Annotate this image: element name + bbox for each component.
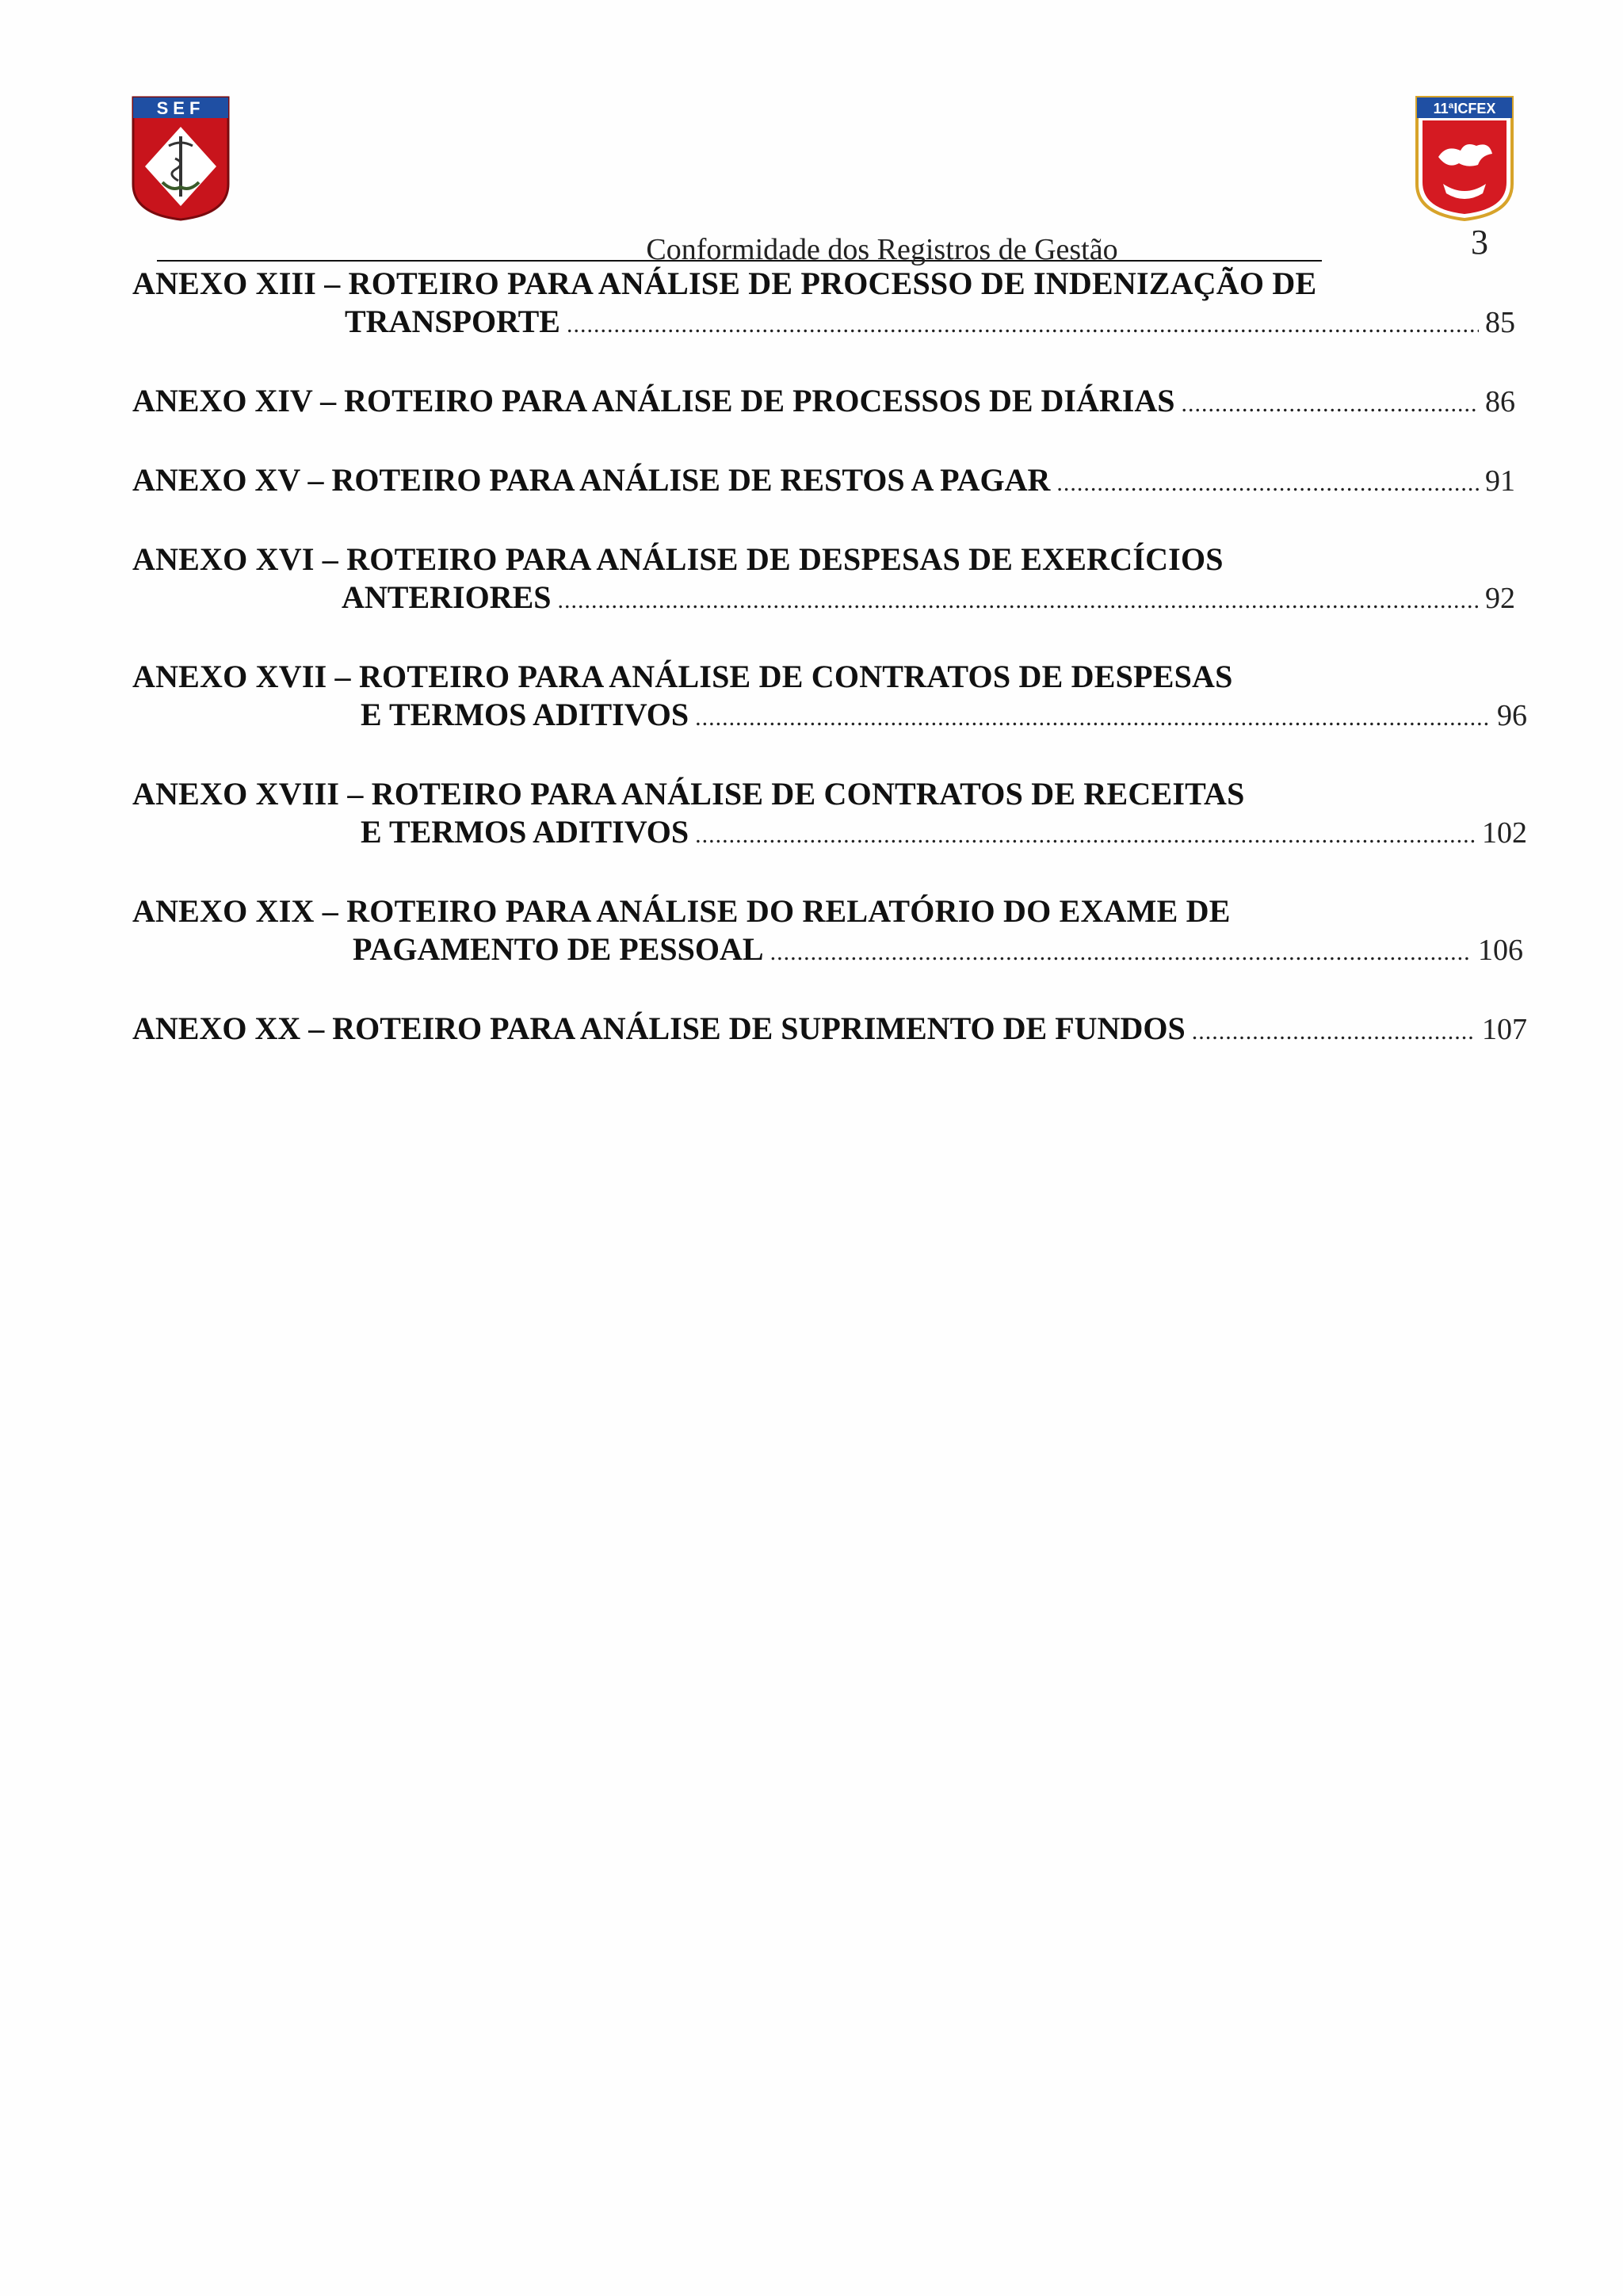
toc-entry-continuation: ANTERIORES — [342, 579, 552, 615]
toc-entry-title: ANEXO XX – ROTEIRO PARA ANÁLISE DE SUPRIMENTO DE FUNDOS — [132, 1010, 1186, 1046]
header-title: Conformidade dos Registros de Gestão — [646, 233, 1118, 266]
sef-logo-text: SEF — [156, 98, 205, 118]
toc-page-number: 96 — [1497, 699, 1527, 732]
toc-entry-continuation: TRANSPORTE — [345, 304, 560, 339]
toc-page-number: 85 — [1485, 306, 1515, 339]
toc-entry-anexo-xiii[interactable] — [132, 265, 1519, 344]
toc-entry-title: ANEXO XIX – ROTEIRO PARA ANÁLISE DO RELATÓRIO DO EXAME DE — [132, 893, 1231, 929]
toc-entry-anexo-xvi[interactable] — [132, 541, 1519, 620]
toc-entry-anexo-xiv[interactable] — [132, 382, 1519, 423]
toc-entry-title: ANEXO XV – ROTEIRO PARA ANÁLISE DE RESTOS A PAGAR — [132, 462, 1051, 498]
header-rule — [157, 230, 1322, 266]
toc-page-number: 106 — [1478, 934, 1523, 967]
toc-entry-title: ANEXO XVII – ROTEIRO PARA ANÁLISE DE CONTRATOS DE DESPESAS — [132, 659, 1233, 694]
toc-leader-dots — [770, 934, 1472, 972]
table-of-contents — [132, 265, 1527, 1089]
toc-entry-anexo-xviii[interactable] — [132, 775, 1527, 854]
sef-logo — [131, 95, 231, 222]
toc-entry-anexo-xx[interactable] — [132, 1010, 1527, 1051]
toc-entry-continuation: E TERMOS ADITIVOS — [361, 814, 689, 850]
icfex-logo — [1415, 95, 1514, 222]
toc-entry-title: ANEXO XVI – ROTEIRO PARA ANÁLISE DE DESPESAS DE EXERCÍCIOS — [132, 541, 1224, 577]
toc-entry-anexo-xvii[interactable] — [132, 658, 1527, 737]
toc-leader-dots — [567, 306, 1479, 344]
toc-page-number: 91 — [1485, 464, 1515, 498]
toc-leader-dots — [558, 582, 1479, 620]
icfex-logo-text: 11ªICFEX — [1433, 101, 1496, 117]
toc-entry-continuation: PAGAMENTO DE PESSOAL — [353, 931, 764, 967]
toc-leader-dots — [1056, 464, 1479, 502]
toc-entry-title: ANEXO XIV – ROTEIRO PARA ANÁLISE DE PROCESSOS DE DIÁRIAS — [132, 383, 1175, 418]
toc-page-number: 86 — [1485, 385, 1515, 418]
sef-shield-icon — [131, 95, 231, 222]
toc-leader-dots — [1192, 1013, 1476, 1051]
toc-entry-title: ANEXO XVIII – ROTEIRO PARA ANÁLISE DE CONTRATOS DE RECEITAS — [132, 776, 1245, 812]
toc-page-number: 102 — [1482, 816, 1527, 850]
icfex-shield-icon — [1415, 95, 1514, 222]
toc-entry-title: ANEXO XIII – ROTEIRO PARA ANÁLISE DE PROCESSO DE INDENIZAÇÃO DE — [132, 266, 1317, 301]
toc-entry-continuation: E TERMOS ADITIVOS — [361, 697, 689, 732]
toc-entry-anexo-xix[interactable] — [132, 892, 1523, 972]
toc-leader-dots — [695, 699, 1491, 737]
toc-leader-dots — [1181, 385, 1479, 423]
toc-leader-dots — [695, 816, 1476, 854]
toc-page-number: 107 — [1482, 1013, 1527, 1046]
toc-entry-anexo-xv[interactable] — [132, 461, 1519, 502]
toc-page-number: 92 — [1485, 582, 1515, 615]
page-number: 3 — [1471, 223, 1488, 262]
